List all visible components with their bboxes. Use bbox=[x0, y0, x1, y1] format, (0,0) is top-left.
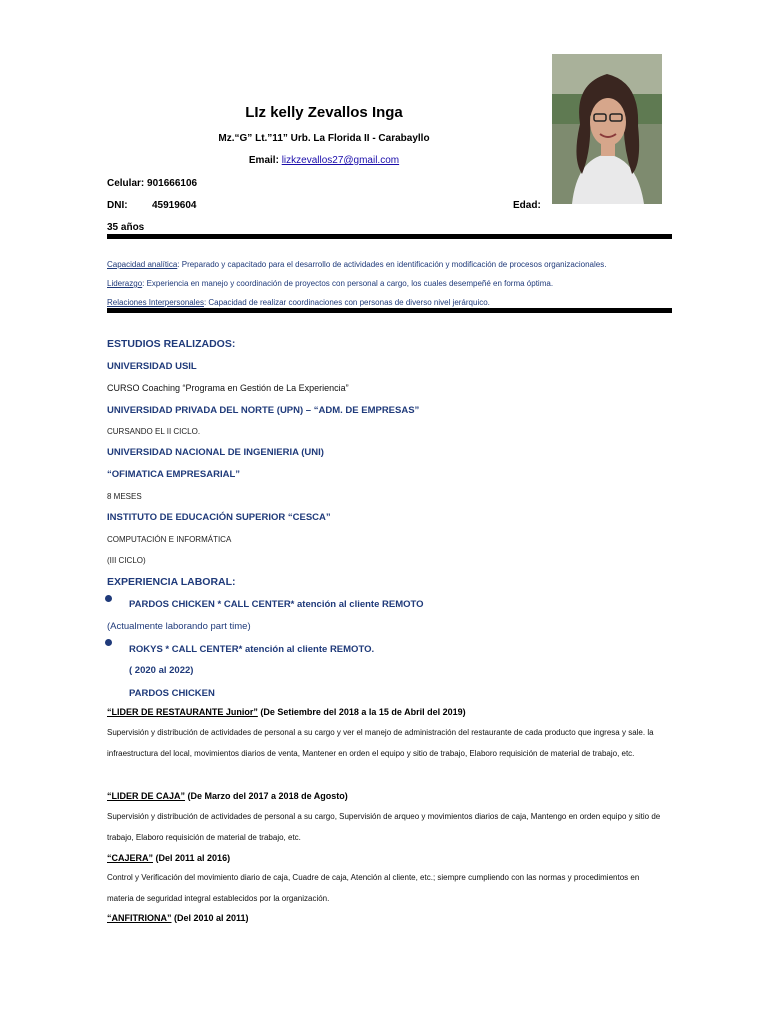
job-period: (Del 2011 al 2016) bbox=[153, 853, 231, 863]
cesca-note: (III CICLO) bbox=[107, 556, 146, 565]
divider bbox=[107, 308, 672, 313]
job-title bbox=[107, 791, 348, 801]
dni-value: 45919604 bbox=[152, 200, 197, 211]
profile-photo bbox=[552, 54, 662, 204]
email-link[interactable]: lizkzevallos27@gmail.com bbox=[281, 155, 400, 166]
skill-key: Capacidad analítica bbox=[107, 260, 178, 269]
skill-text: : Capacidad de realizar coordinaciones con personas de diverso nivel jerárquico. bbox=[203, 298, 490, 307]
email-label: Email: bbox=[248, 155, 282, 166]
experience-note: ( 2020 al 2022) bbox=[129, 665, 194, 676]
job-description: Supervisión y distribución de actividades de personal a su cargo y ver el manejo de administración del restaurante de cada producto que ingresa y sale. la infraestructura del local, movimientos diarios de venta, Mantener en orden el equipo y sitio de trabajo, Elaboro requisición de material de trabajo, etc. bbox=[107, 728, 654, 758]
address: Mz.“G” Lt.”11” Urb. La Florida II - Carabayllo bbox=[218, 133, 430, 144]
cesca-course: COMPUTACIÓN E INFORMÁTICA bbox=[107, 535, 232, 544]
job-role: “ANFITRIONA” bbox=[107, 913, 172, 923]
job-role: “CAJERA” bbox=[107, 853, 154, 863]
experience-heading: EXPERIENCIA LABORAL: bbox=[107, 576, 236, 588]
education-heading: ESTUDIOS REALIZADOS: bbox=[107, 338, 236, 350]
uni-note: 8 MESES bbox=[107, 492, 142, 501]
bullet-icon bbox=[105, 595, 112, 602]
skill-text: : Preparado y capacitado para el desarrollo de actividades en identificación y modificación de procesos organizacionales. bbox=[177, 260, 607, 269]
experience-item: PARDOS CHICKEN * CALL CENTER* atención al cliente REMOTO bbox=[129, 599, 424, 610]
job-period: (De Marzo del 2017 a 2018 de Agosto) bbox=[185, 791, 348, 801]
candidate-name: LIz kelly Zevallos Inga bbox=[245, 104, 403, 121]
school-cesca: INSTITUTO DE EDUCACIÓN SUPERIOR “CESCA” bbox=[107, 512, 331, 523]
job-description: Supervisión y distribución de actividades de personal a su cargo, Supervisión de arqueo y movimientos diarios de caja, Mantengo en orden equipo y sitio de trabajo, Elaboro requisición de material de trabajo, etc. bbox=[107, 812, 661, 842]
job-period: (Del 2010 al 2011) bbox=[171, 913, 249, 923]
experience-item: PARDOS CHICKEN bbox=[129, 688, 215, 699]
job-description: Control y Verificación del movimiento diario de caja, Cuadre de caja, Atención al cliente, etc.; siempre cumpliendo con las normas y procedimientos en materia de seguridad integral establecidos por la organización. bbox=[107, 873, 640, 903]
skill-text: : Experiencia en manejo y coordinación de proyectos con personal a cargo, los cuales desempeñé en forma óptima. bbox=[142, 279, 554, 288]
edad-label: Edad: bbox=[513, 200, 541, 211]
age-value: 35 años bbox=[107, 222, 145, 233]
phone: Celular: 901666106 bbox=[107, 178, 198, 189]
job-role: “LIDER DE CAJA” bbox=[107, 791, 186, 801]
job-title bbox=[107, 853, 230, 863]
email-line bbox=[0, 155, 648, 166]
uni-course: “OFIMATICA EMPRESARIAL” bbox=[107, 469, 240, 480]
skill-analytic bbox=[107, 260, 606, 269]
skill-leadership bbox=[107, 279, 553, 288]
school-usil: UNIVERSIDAD USIL bbox=[107, 361, 197, 372]
job-period: (De Setiembre del 2018 a la 15 de Abril del 2019) bbox=[257, 707, 466, 717]
skill-relations bbox=[107, 298, 490, 307]
skill-key: Liderazgo bbox=[107, 279, 143, 288]
bullet-icon bbox=[105, 639, 112, 646]
job-title bbox=[107, 707, 466, 717]
upn-note: CURSANDO EL II CICLO. bbox=[107, 427, 201, 436]
school-upn: UNIVERSIDAD PRIVADA DEL NORTE (UPN) – “ADM. DE EMPRESAS” bbox=[107, 405, 420, 416]
experience-note: (Actualmente laborando part time) bbox=[107, 621, 251, 632]
skill-key: Relaciones Interpersonales bbox=[107, 298, 204, 307]
experience-item: ROKYS * CALL CENTER* atención al cliente REMOTO. bbox=[129, 644, 375, 655]
usil-course: CURSO Coaching “Programa en Gestión de La Experiencia” bbox=[107, 383, 349, 393]
dni-label: DNI: bbox=[107, 200, 128, 211]
divider bbox=[107, 234, 672, 239]
school-uni: UNIVERSIDAD NACIONAL DE INGENIERIA (UNI) bbox=[107, 447, 324, 458]
job-title bbox=[107, 913, 249, 923]
job-role: “LIDER DE RESTAURANTE Junior” bbox=[107, 707, 258, 717]
